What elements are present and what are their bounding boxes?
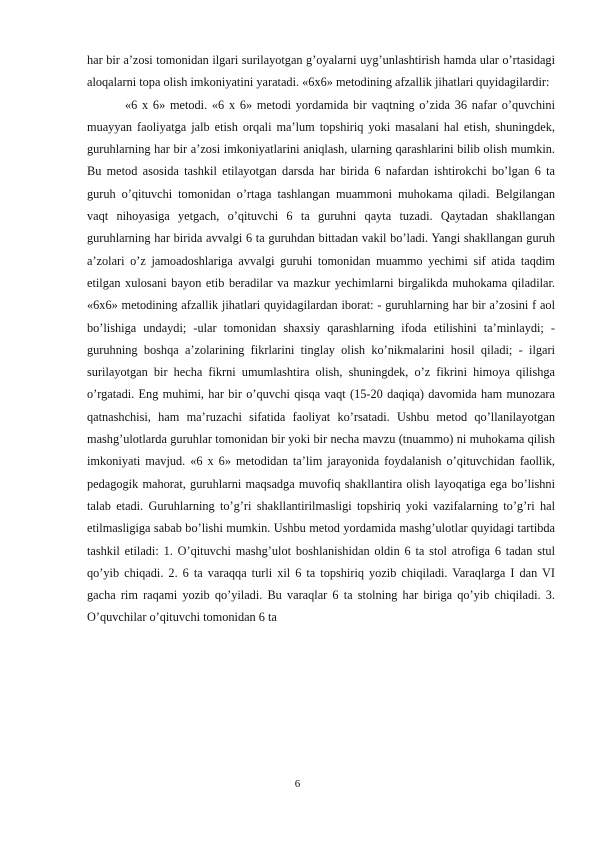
page-number: 6 bbox=[294, 778, 301, 790]
paragraph-continuation: har bir a’zosi tomonidan ilgari surilayotgan g’oyalarni uyg’unlashtirish hamda ular o’rtasidagi aloqalarni topa olish imkoniyatini yaratadi. «6x6» metodining afzallik jihatlari quyidagilardir: bbox=[87, 53, 555, 90]
paragraph-6x6-method: «6 x 6» metodi. «6 x 6» metodi yordamida bir vaqtning o’zida 36 nafar o’quvchini muayyan faoliyatga jalb etish orqali ma’lum topshiriq yoki masalani hal etish, shuningdek, guruhlarning har bir a’zosi imkoniyatlarini aniqlash, ularning qarashlarini bilib olish mumkin. Bu metod asosida tashkil etilayotgan darsda har birida 6 nafardan ishtirokchi bo’lgan 6 ta guruh o’qituvchi tomonidan o’rtaga tashlangan muammoni muhokama qiladi. Belgilangan vaqt nihoyasiga yetgach, o’qituvchi 6 ta guruhni qayta tuzadi. Qaytadan shakllangan guruhlarning har birida avvalgi 6 ta guruhdan bittadan vakil bo’ladi. Yangi shakllangan guruh a’zolari o’z jamoadoshlariga avvalgi guruhi tomonidan muammo yechimi sif atida taqdim etilgan xulosani bayon etib beradilar va mazkur yechimlarni birgalikda muhokama qiladilar. «6x6» metodining afzallik jihatlari quyidagilardan iborat: - guruhlarning har bir a’zosini f aol bo’lishiga undaydi; -ular tomonidan shaxsiy qarashlarning ifoda etilishini ta’minlaydi; - guruhning boshqa a’zolarining fikrlarini tinglay olish ko’nikmalarini hosil qiladi; - ilgari surilayotgan bir hecha fikrni umumlashtira olish, shuningdek, o’z fikrini himoya qilishga o’rgatadi. Eng muhimi, har bir o’quvchi qisqa vaqt (15-20 daqiqa) davomida ham munozara qatnashchisi, ham ma’ruzachi sifatida faoliyat ko’rsatadi. Ushbu metod qo’llanilayotgan mashg’ulotlarda guruhlar tomonidan bir yoki bir necha mavzu (tnuammo) ni muhokama qilish imkoniyati mavjud. «6 x 6» metodidan ta’lim jarayonida foydalanish o’qituvchidan faollik, pedagogik mahorat, guruhlarni maqsadga muvofiq shakllantira olish layoqatiga ega bo’lishni talab etadi. Guruhlarning to’g’ri shakllantirilmasligi topshiriq yoki vazifalarning to’g’ri hal etilmasligiga sabab bo’lishi mumkin. Ushbu metod yordamida mashg’ulotlar quyidagi tartibda tashkil etiladi: 1. O’qituvchi mashg’ulot boshlanishidan oldin 6 ta stol atrofiga 6 tadan stul qo’yib chiqadi. 2. 6 ta varaqqa turli xil 6 ta topshiriq yozib chiqiladi. Varaqlarga I dan VI gacha rim raqami yozib qo’yiladi. Bu varaqlar 6 ta stolning har biriga qo’yib chiqiladi. 3. O’quvchilar o’qituvchi tomonidan 6 ta bbox=[87, 97, 555, 625]
document-body bbox=[87, 49, 555, 629]
